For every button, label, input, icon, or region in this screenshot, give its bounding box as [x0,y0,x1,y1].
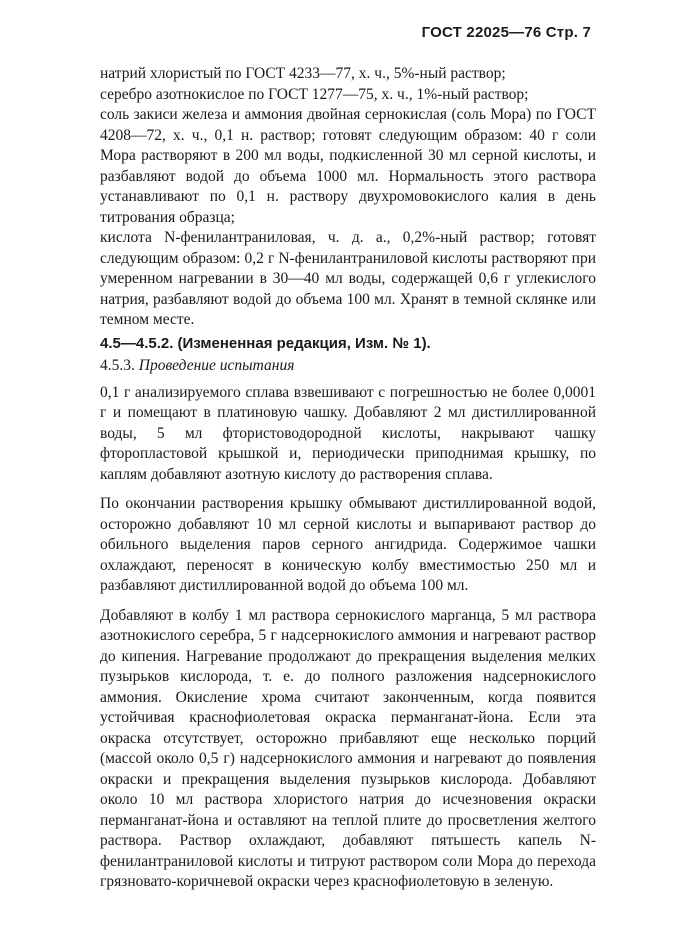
procedure-paragraph-2: По окончании растворения крышку обмывают дистиллированной водой, осторожно добавляют 10 мл серной кислоты и выпаривают раствор до обильного выделения паров серного ангидрида. Содержимое чашки охлаждают, переносят в коническую колбу вместимостью 250 мл и разбавляют дистиллированной водой до объема 100 мл. [100,495,596,594]
procedure-paragraph-3: Добавляют в колбу 1 мл раствора сернокислого марганца, 5 мл раствора азотнокислого серебра, 5 г надсернокислого аммония и нагревают раствор до кипения. Нагревание продолжают до прекращения выделения мелких пузырьков кислорода, т. е. до полного разложения надсернокислого аммония. Окисление хрома считают законченным, когда появится устойчивая краснофиолетовая окраска перманганат-йона. Если эта окраска отсутствует, осторожно прибавляют еще несколько порций (массой около 0,5 г) надсернокислого аммония и нагревают до появления окраски и прекращения выделения пузырьков кислорода. Добавляют около 10 мл раствора хлористого натрия до исчезновения окраски перманганат-йона и оставляют на теплой плите до просветления желтого раствора. Раствор охлаждают, добавляют пятьшесть капель N-фенилантраниловой кислоты и титруют раствором соли Мора до перехода грязновато-коричневой окраски через краснофиолетовую в зеленую. [100,606,596,890]
page-header: ГОСТ 22025—76 Стр. 7 [421,24,591,41]
amendment-note: 4.5—4.5.2. (Измененная редакция, Изм. № 1). [100,334,431,352]
reagent-sodium-chloride: натрий хлористый по ГОСТ 4233—77, х. ч., 5%-ный раствор; [100,65,506,82]
section-number: 4.5.3. [100,357,135,374]
reagent-mohr-salt: соль закиси железа и аммония двойная сернокислая (соль Мора) по ГОСТ 4208—72, х. ч., 0,1 н. раствор; готовят следующим образом: 40 г соли Мора растворяют в 200 мл воды, подкисленной 30 мл серной кислоты, и разбавляют водой до объема 1000 мл. Нормальность этого раствора устанавливают по 0,1 н. раствору двухромовокислого калия в день титрования образца; [100,106,596,226]
document-body [100,64,596,893]
reagent-phenylanthranilic-acid: кислота N-фенилантраниловая, ч. д. а., 0,2%-ный раствор; готовят следующим образом: 0,2 г N-фенилантраниловой кислоты растворяют при умеренном нагревании в 30—40 мл воды, содержащей 0,6 г углекислого натрия, разбавляют водой до объема 100 мл. Хранят в темной склянке или темном месте. [100,229,596,328]
reagent-silver-nitrate: серебро азотнокислое по ГОСТ 1277—75, х. ч., 1%-ный раствор; [100,85,529,103]
section-heading [100,356,596,377]
section-title: Проведение испытания [138,357,295,374]
procedure-paragraph-1: 0,1 г анализируемого сплава взвешивают с погрешностью не более 0,0001 г и помещают в платиновую чашку. Добавляют 2 мл дистиллированной воды, 5 мл фтористоводородной кислоты, накрывают чашку фторопластовой крышкой и, периодически приподнимая крышку, по каплям добавляют азотную кислоту до растворения сплава. [100,383,596,483]
